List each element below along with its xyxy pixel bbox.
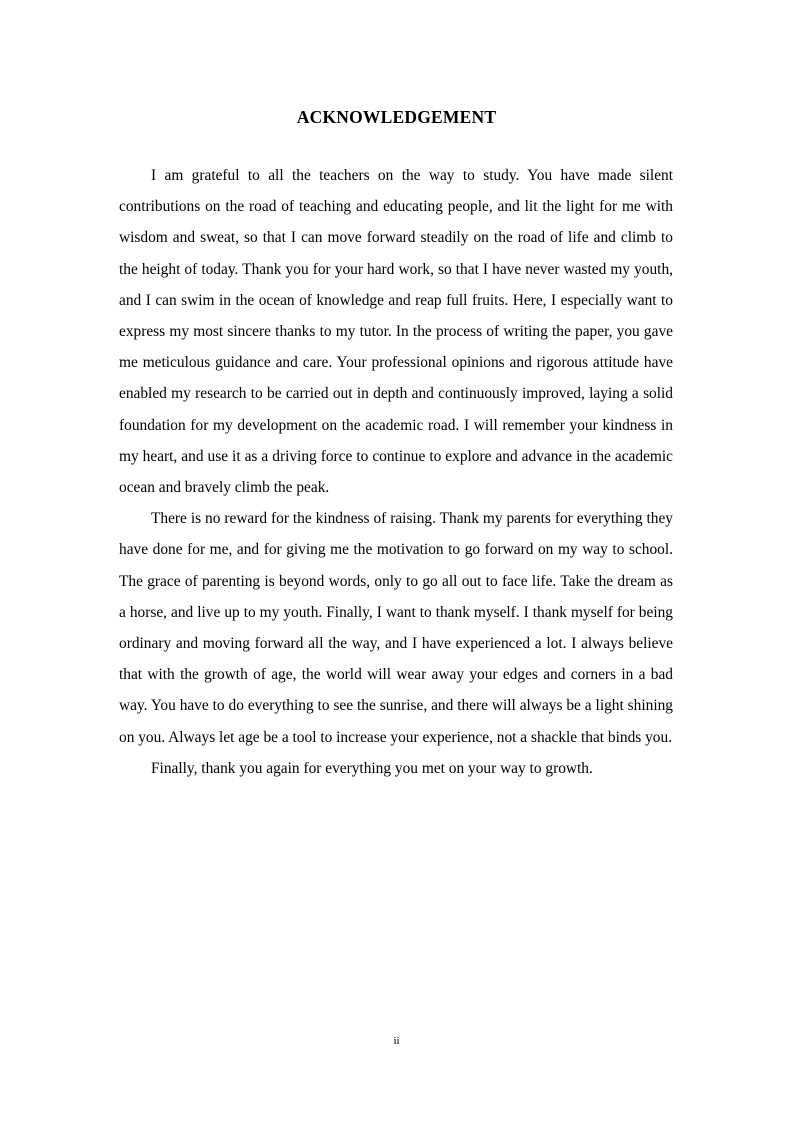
page-title: ACKNOWLEDGEMENT: [296, 107, 497, 127]
acknowledgement-body: [119, 160, 673, 784]
paragraph-parents: There is no reward for the kindness of raising. Thank my parents for everything they have done for me, and for giving me the motivation to go forward on my way to school. The grace of parenting is beyond words, only to go all out to face life. Take the dream as a horse, and live up to my youth. Finally, I want to thank myself. I thank myself for being ordinary and moving forward all the way, and I have experienced a lot. I always believe that with the growth of age, the world will wear away your edges and corners in a bad way. You have to do everything to see the sunrise, and there will always be a light shining on you. Always let age be a tool to increase your experience, not a shackle that binds you.: [119, 510, 673, 746]
paragraph-closing: Finally, thank you again for everything you met on your way to growth.: [151, 759, 593, 777]
page-number: ii: [393, 1035, 400, 1047]
paragraph-teachers: I am grateful to all the teachers on the way to study. You have made silent contributions on the road of teaching and educating people, and lit the light for me with wisdom and sweat, so that I can move forward steadily on the road of life and climb to the height of today. Thank you for your hard work, so that I have never wasted my youth, and I can swim in the ocean of knowledge and reap full fruits. Here, I especially want to express my most sincere thanks to my tutor. In the process of writing the paper, you gave me meticulous guidance and care. Your professional opinions and rigorous attitude have enabled my research to be carried out in depth and continuously improved, laying a solid foundation for my development on the academic road. I will remember your kindness in my heart, and use it as a driving force to continue to explore and advance in the academic ocean and bravely climb the peak.: [119, 167, 673, 497]
